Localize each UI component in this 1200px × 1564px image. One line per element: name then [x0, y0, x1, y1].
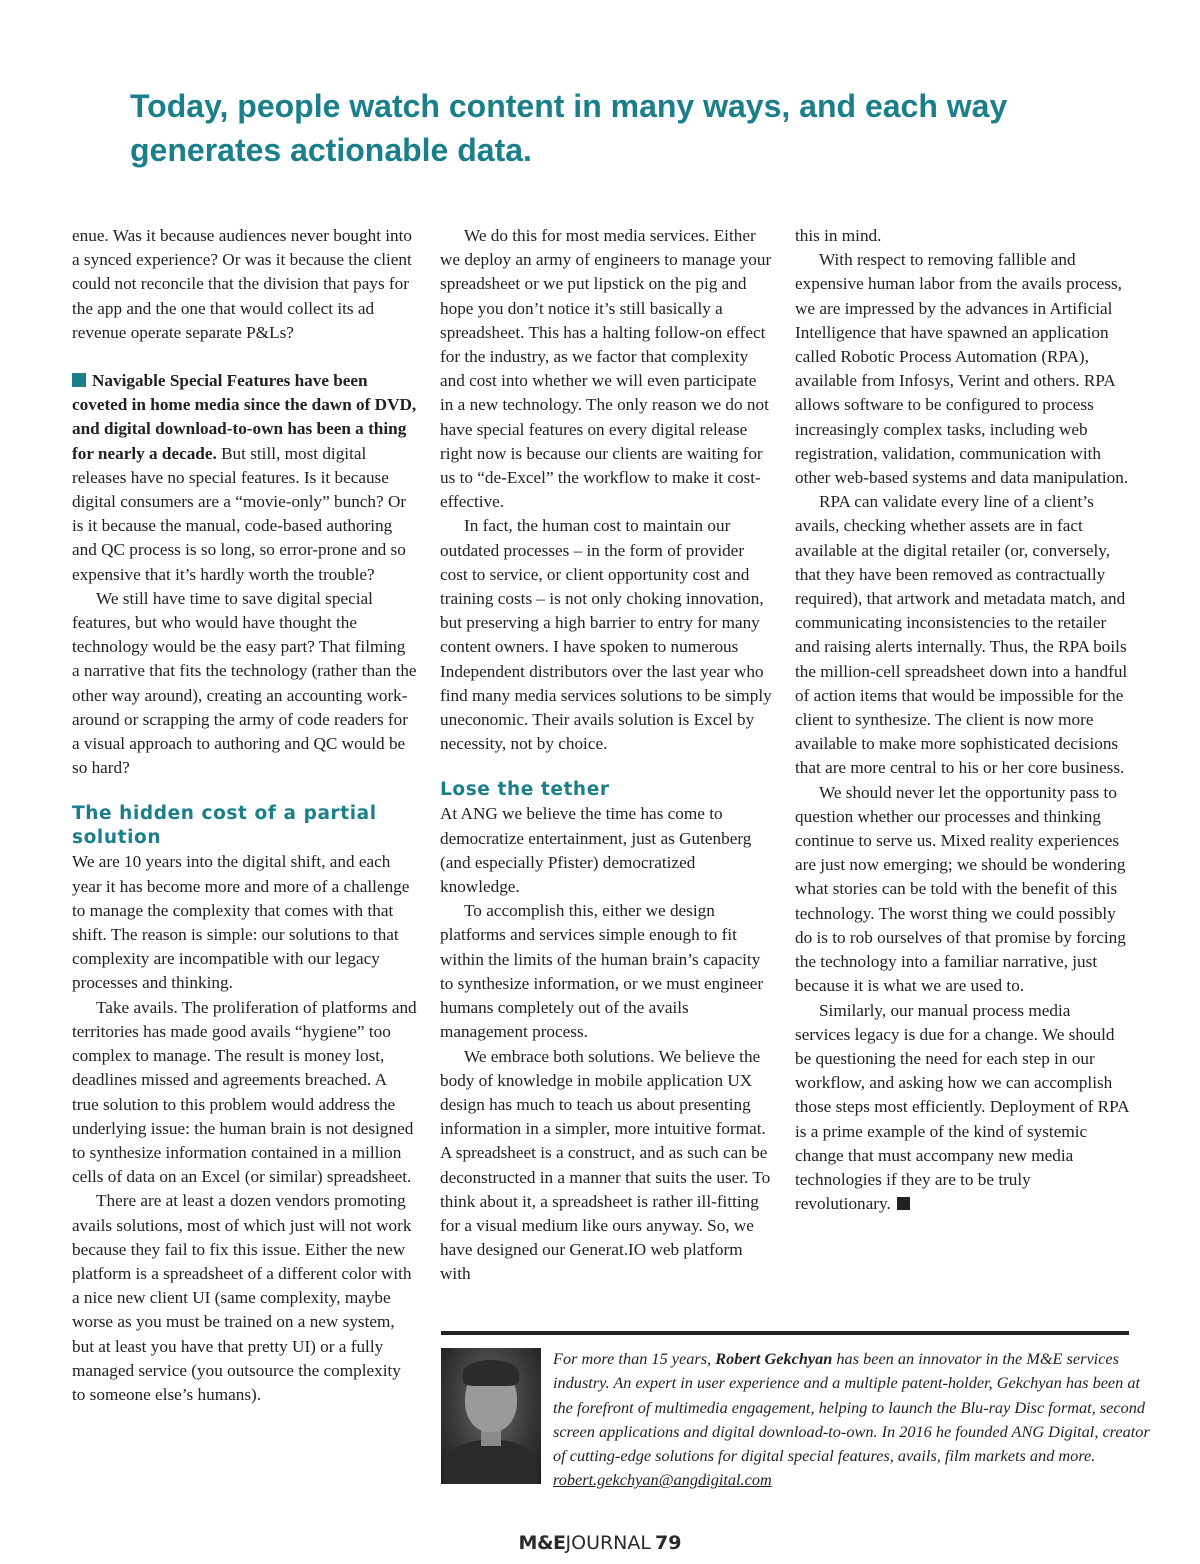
column-2 [440, 224, 772, 1287]
paragraph: enue. Was it because audiences never bought into a synced experience? Or was it because the client could not reconcile that the division that pays for the app and the one that would collect its ad revenue operate separate P&Ls? [72, 226, 413, 342]
paragraph: Take avails. The proliferation of platforms and territories has made good avails “hygiene” too complex to manage. The result is money lost, deadlines missed and agreements breached. A true solution to this problem would address the underlying issue: the human brain is not designed to synthesize information contained in a million cells of data on an Excel (or similar) spreadsheet. [72, 997, 417, 1187]
paragraph: We should never let the opportunity pass to question whether our processes and thinking continue to serve us. Mixed reality experiences are just now emerging; we should be wondering what stories can be told with the benefit of this technology. The worst thing we could possibly do is to rob ourselves of that promise by forcing the technology into a familiar narrative, just because it is what we are used to. [795, 782, 1126, 996]
lead-bold-text: Navigable Special Features have been coveted in home media since the dawn of DVD, and digital download-to-own has been a thing for nearly a decade. [72, 371, 417, 463]
pull-quote-text-2: and [790, 88, 865, 124]
bio-email-link[interactable]: robert.gekchyan@angdigital.com [553, 1470, 772, 1490]
section-heading: Lose the tether [440, 779, 610, 801]
paragraph: There are at least a dozen vendors promoting avails solutions, most of which just will not work because they fail to fix this issue. Either the new platform is a spreadsheet of a different color with a nice new client UI (same complexity, maybe worse as you must be trained on a new system, but at least you have that pretty UI) or a fully managed service (you outsource the complexity to someone else’s humans). [72, 1191, 412, 1404]
lead-rest-text: But still, most digital releases have no special features. Is it because digital consumers are a “movie-only” bunch? Or is it because the manual, code-based authoring and QC process is so long, so error-prone and so expensive that it’s hardly worth the trouble? [72, 443, 407, 584]
paragraph: RPA can validate every line of a client’s avails, checking whether assets are in fact available at the digital retailer (or, conversely, that they have been removed as contractually required), that artwork and metadata match, and communicating inconsistencies to the retailer and raising alerts internally. Thus, the RPA boils the million-cell spreadsheet down into a handful of action items that would be impossible for the client to synthesize. The client is now more available to make more sophisticated decisions that are more central to his or her core business. [795, 492, 1128, 778]
paragraph: We are 10 years into the digital shift, and each year it has become more and more of a challenge to manage the complexity that comes with that shift. The reason is simple: our solutions to that complexity are incompatible with our legacy processes and thinking. [72, 852, 410, 993]
paragraph: With respect to removing fallible and expensive human labor from the avails process, we are impressed by the advances in Artificial Intelligence that have spawned an application called Robotic Process Automation (RPA), available from Infosys, Verint and others. RPA allows software to be configured to process increasingly complex tasks, including web registration, validation, communication with other web-based systems and data manipulation. [795, 250, 1129, 488]
paragraph: In fact, the human cost to maintain our outdated processes – in the form of provider cost to service, or client opportunity cost and training costs – is not only choking innovation, but preserving a high barrier to entry for many content owners. I have spoken to numerous Independent distributors over the last year who find many media services solutions to be simply uneconomic. Their avails solution is Excel by necessity, not by choice. [440, 516, 772, 754]
page-footer [0, 1532, 1200, 1554]
paragraph: We still have time to save digital special features, but who would have thought the technology would be the easy part? That filming a narrative that fits the technology (rather than the other way around), creating an accounting work-around or scrapping the army of code readers for a visual approach to authoring and QC would be so hard? [72, 588, 417, 778]
footer-journal: JOURNAL [565, 1532, 651, 1554]
paragraph: this in mind. [795, 226, 882, 245]
paragraph-final [795, 999, 1130, 1217]
section-heading: The hidden cost of a partial solution [72, 803, 377, 849]
pull-quote-bold-1: watch content in many ways, [349, 88, 791, 124]
final-text: Similarly, our manual process media services legacy is due for a change. We should be questioning the need for each step in our workflow, and asking how we can accomplish those steps most efficiently. Deployment of RPA is a prime example of the kind of systemic change that must accompany new media technologies if they are to be truly revolutionary. [795, 1000, 1129, 1214]
bio-divider [441, 1331, 1129, 1335]
photo-hair [463, 1360, 519, 1386]
pull-quote-bold-2: each way generates actionable data. [130, 88, 1008, 168]
paragraph: We do this for most media services. Either we deploy an army of engineers to manage your spreadsheet or we put lipstick on the pig and hope you don’t notice it’s still basically a spreadsheet. This has a halting follow-on effect for the industry, as we factor that complexity and cost into whether we will even participate in a new technology. The only reason we do not have special features on every digital release right now is because our clients are waiting for us to “de-Excel” the workflow to make it cost-effective. [440, 226, 772, 512]
bio-author-name: Robert Gekchyan [715, 1349, 833, 1368]
bio-text-2: has been an innovator in the M&E services industry. An expert in user experience and a multiple patent-holder, Gekchyan has been at the forefront of multimedia engagement, helping to launch the Blu-ray Disc format, second screen applications and digital download-to-own. In 2016 he founded ANG Digital, creator of cutting-edge solutions for digital special features, avails, film markets and more. [553, 1349, 1150, 1466]
column-1 [72, 224, 417, 1407]
page-number: 79 [654, 1532, 682, 1554]
column-3 [795, 224, 1130, 1216]
pull-quote [130, 84, 1090, 172]
paragraph: At ANG we believe the time has come to democratize entertainment, just as Gutenberg (and especially Pfister) democratized knowledge. [440, 804, 752, 897]
paragraph: We embrace both solutions. We believe the body of knowledge in mobile application UX design has much to teach us about presenting information in a simpler, more intuitive format. A spreadsheet is a construct, and as such can be deconstructed in a manner that suits the user. To think about it, a spreadsheet is rather ill-fitting for a visual medium like ours anyway. So, we have designed our Generat.IO web platform with [440, 1046, 771, 1284]
paragraph-lead [72, 369, 417, 587]
author-photo [441, 1348, 541, 1484]
pull-quote-text-1: Today, people [130, 88, 350, 124]
footer-brand: M&E [518, 1532, 566, 1554]
photo-shoulders [443, 1440, 539, 1484]
teal-square-bullet-icon [72, 373, 86, 387]
bio-text-1: For more than 15 years, [553, 1349, 716, 1368]
author-bio [553, 1347, 1163, 1493]
paragraph: To accomplish this, either we design platforms and services simple enough to fit within the limits of the human brain’s capacity to synthesize information, or we must engineer humans completely out of the avails management process. [440, 901, 764, 1042]
end-mark-square-icon [897, 1197, 910, 1210]
